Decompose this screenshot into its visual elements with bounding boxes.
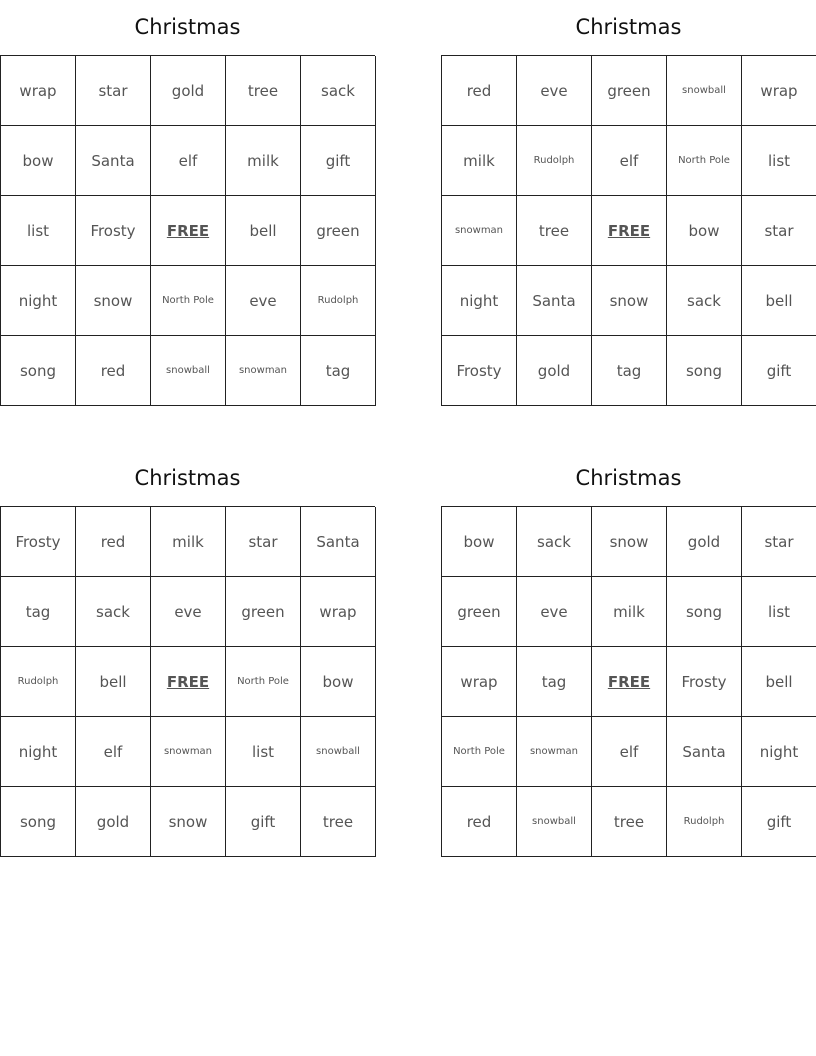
bingo-cell: milk — [592, 577, 667, 647]
bingo-cell: green — [442, 577, 517, 647]
bingo-cell: night — [442, 266, 517, 336]
bingo-cell: Frosty — [442, 336, 517, 406]
bingo-cell: Frosty — [76, 196, 151, 266]
bingo-cell: tree — [301, 787, 376, 857]
bingo-cell: eve — [517, 577, 592, 647]
bingo-cell: list — [742, 126, 816, 196]
bingo-cell: bow — [667, 196, 742, 266]
bingo-cell: song — [1, 336, 76, 406]
bingo-cell: red — [76, 507, 151, 577]
bingo-cell: list — [742, 577, 816, 647]
bingo-cell: star — [742, 507, 816, 577]
bingo-cell: red — [442, 56, 517, 126]
bingo-card — [441, 451, 816, 857]
bingo-grid — [0, 506, 375, 857]
bingo-cell: milk — [442, 126, 517, 196]
bingo-cell: tag — [301, 336, 376, 406]
bingo-card — [0, 451, 375, 857]
bingo-cell: North Pole — [442, 717, 517, 787]
bingo-cell: milk — [226, 126, 301, 196]
bingo-cell: bell — [76, 647, 151, 717]
bingo-cell: gift — [226, 787, 301, 857]
bingo-cell: song — [1, 787, 76, 857]
bingo-cell: North Pole — [226, 647, 301, 717]
bingo-cell: red — [76, 336, 151, 406]
bingo-card — [0, 0, 375, 406]
bingo-cell: bow — [301, 647, 376, 717]
bingo-cell: red — [442, 787, 517, 857]
free-space-cell: FREE — [592, 647, 667, 717]
bingo-cell: bell — [742, 647, 816, 717]
bingo-cell: tree — [592, 787, 667, 857]
bingo-cell: Rudolph — [517, 126, 592, 196]
bingo-cell: snow — [592, 266, 667, 336]
bingo-cell: elf — [76, 717, 151, 787]
card-title: Christmas — [575, 466, 682, 490]
bingo-cell: snowball — [667, 56, 742, 126]
bingo-cell: snowman — [151, 717, 226, 787]
bingo-cell: wrap — [301, 577, 376, 647]
bingo-cell: eve — [151, 577, 226, 647]
bingo-grid — [0, 55, 375, 406]
card-title: Christmas — [134, 15, 241, 39]
bingo-cell: tag — [592, 336, 667, 406]
bingo-cell: Frosty — [1, 507, 76, 577]
bingo-cell: bell — [226, 196, 301, 266]
bingo-cell: sack — [76, 577, 151, 647]
bingo-cell: snowman — [226, 336, 301, 406]
bingo-cell: song — [667, 577, 742, 647]
bingo-cell: snowball — [151, 336, 226, 406]
bingo-cell: sack — [301, 56, 376, 126]
bingo-cell: snow — [151, 787, 226, 857]
bingo-cell: Rudolph — [1, 647, 76, 717]
bingo-cell: green — [592, 56, 667, 126]
bingo-cell: elf — [592, 717, 667, 787]
bingo-cell: snow — [76, 266, 151, 336]
bingo-cell: gold — [517, 336, 592, 406]
bingo-cell: gold — [667, 507, 742, 577]
bingo-cell: milk — [151, 507, 226, 577]
bingo-cell: gold — [151, 56, 226, 126]
bingo-cell: eve — [226, 266, 301, 336]
free-space-cell: FREE — [151, 647, 226, 717]
bingo-cell: list — [226, 717, 301, 787]
bingo-cell: green — [301, 196, 376, 266]
bingo-cell: gift — [742, 336, 816, 406]
bingo-cell: elf — [151, 126, 226, 196]
bingo-cell: Santa — [667, 717, 742, 787]
bingo-cell: list — [1, 196, 76, 266]
bingo-cell: star — [226, 507, 301, 577]
bingo-cell: night — [742, 717, 816, 787]
bingo-cell: Santa — [301, 507, 376, 577]
bingo-cell: green — [226, 577, 301, 647]
free-space-cell: FREE — [592, 196, 667, 266]
bingo-cell: gold — [76, 787, 151, 857]
bingo-cell: bell — [742, 266, 816, 336]
bingo-grid — [441, 506, 816, 857]
bingo-cell: bow — [1, 126, 76, 196]
bingo-cell: snowman — [517, 717, 592, 787]
bingo-card — [441, 0, 816, 406]
bingo-cell: star — [76, 56, 151, 126]
bingo-cell: wrap — [442, 647, 517, 717]
bingo-cell: elf — [592, 126, 667, 196]
bingo-cell: Rudolph — [667, 787, 742, 857]
bingo-cell: North Pole — [667, 126, 742, 196]
bingo-cell: tag — [517, 647, 592, 717]
bingo-cell: sack — [667, 266, 742, 336]
card-title: Christmas — [575, 15, 682, 39]
bingo-grid — [441, 55, 816, 406]
bingo-cell: tag — [1, 577, 76, 647]
bingo-cell: snowball — [301, 717, 376, 787]
bingo-cell: snowman — [442, 196, 517, 266]
bingo-cell: eve — [517, 56, 592, 126]
bingo-cell: Rudolph — [301, 266, 376, 336]
bingo-cell: night — [1, 717, 76, 787]
bingo-cell: sack — [517, 507, 592, 577]
bingo-cell: tree — [517, 196, 592, 266]
bingo-cell: night — [1, 266, 76, 336]
card-title: Christmas — [134, 466, 241, 490]
bingo-cell: Santa — [76, 126, 151, 196]
bingo-cell: tree — [226, 56, 301, 126]
bingo-cell: wrap — [742, 56, 816, 126]
bingo-cell: bow — [442, 507, 517, 577]
bingo-cell: Santa — [517, 266, 592, 336]
bingo-cell: gift — [301, 126, 376, 196]
bingo-cell: Frosty — [667, 647, 742, 717]
bingo-cell: snowball — [517, 787, 592, 857]
bingo-cell: gift — [742, 787, 816, 857]
bingo-cell: North Pole — [151, 266, 226, 336]
bingo-cell: star — [742, 196, 816, 266]
free-space-cell: FREE — [151, 196, 226, 266]
bingo-cell: song — [667, 336, 742, 406]
bingo-cell: wrap — [1, 56, 76, 126]
bingo-cell: snow — [592, 507, 667, 577]
